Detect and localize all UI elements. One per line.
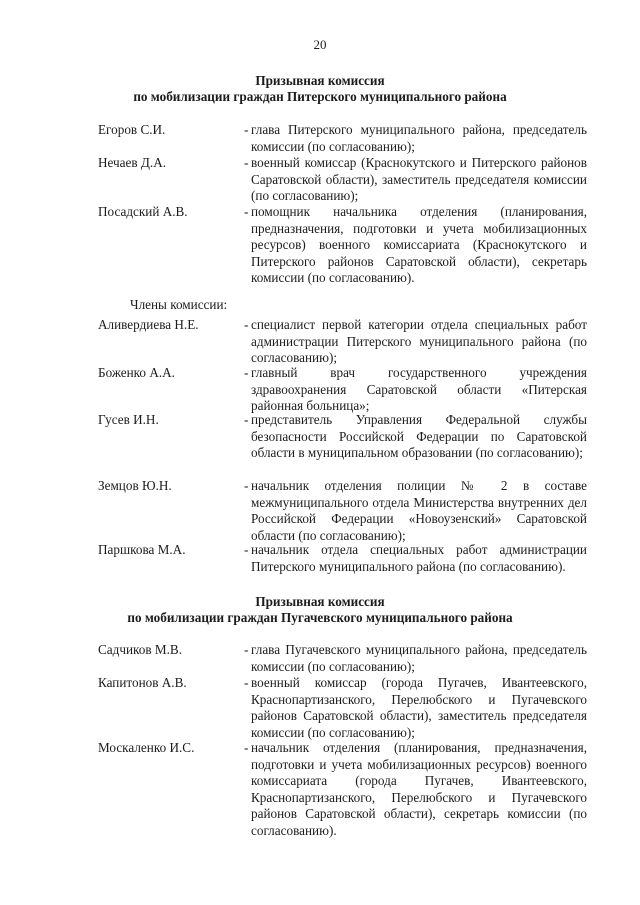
person-name: Нечаев Д.А. [98,155,167,170]
person-role: глава Пугачевского муниципального района, председатель комиссии (по согласованию); [251,642,587,674]
members-label: Члены комиссии: [130,297,228,312]
person-name: Гусев И.Н. [98,412,159,427]
person-name: Егоров С.И. [98,122,166,137]
entry-dash: - [244,740,249,755]
section1-title-line2: по мобилизации граждан Питерского муниципального района [133,89,507,104]
person-name: Боженко А.А. [98,365,175,380]
person-name: Садчиков М.В. [98,642,183,657]
person-role: военный комиссар (Краснокутского и Питерского районов Саратовской области), заместитель председателя комиссии (по согласованию); [251,155,587,204]
entry-dash: - [244,317,249,332]
person-role: главный врач государственного учреждения здравоохранения Саратовской области «Питерская районная больница»; [251,365,587,414]
entry-dash: - [244,204,249,219]
entry-dash: - [244,478,249,493]
section2-heading [0,594,640,626]
person-name: Посадский А.В. [98,204,188,219]
entry-dash: - [244,122,249,137]
entry-dash: - [244,155,249,170]
person-name: Аливердиева Н.Е. [98,317,199,332]
page-number: 20 [313,37,327,52]
person-role: помощник начальника отделения (планирования, предназначения, подготовки и учета мобилизационных ресурсов) военного комиссариата (Краснокутского и Питерского районов Саратовской области), секретарь комиссии (по согласованию). [251,204,587,286]
entry-dash: - [244,675,249,690]
entry-dash: - [244,542,249,557]
person-role: специалист первой категории отдела специальных работ администрации Питерского муниципального района (по согласованию); [251,317,587,366]
person-role: начальник отдела специальных работ администрации Питерского муниципального района (по согласованию). [251,542,587,574]
person-role: военный комиссар (города Пугачев, Ивантеевского, Краснопартизанского, Перелюбского и Пугачевского районов Саратовской области), заместитель председателя комиссии (по согласованию); [251,675,587,740]
section2-title-line1: Призывная комиссия [255,594,385,609]
section1-heading [0,73,640,105]
person-name: Земцов Ю.Н. [98,478,172,493]
person-role: глава Питерского муниципального района, председатель комиссии (по согласованию); [251,122,587,154]
entry-dash: - [244,365,249,380]
entry-dash: - [244,412,249,427]
person-role: представитель Управления Федеральной службы безопасности Российской Федерации по Саратовской области в муниципальном образовании (по согласованию); [251,412,587,461]
person-name: Москаленко И.С. [98,740,195,755]
person-name: Капитонов А.В. [98,675,187,690]
person-role: начальник отделения (планирования, предназначения, подготовки и учета мобилизационных ресурсов) военного комиссариата (города Пугачев, Ивантеевского, Краснопартизанского, Перелюбского и Пугачевского районов Саратовской области), секретарь комиссии (по согласованию). [251,740,587,838]
person-name: Паршкова М.А. [98,542,186,557]
entry-dash: - [244,642,249,657]
section2-title-line2: по мобилизации граждан Пугачевского муниципального района [127,610,513,625]
section1-title-line1: Призывная комиссия [255,73,385,88]
person-role: начальник отделения полиции № 2 в составе межмуниципального отдела Министерства внутренних дел Российской Федерации «Новоузенский» Саратовской области (по согласованию); [251,478,587,543]
